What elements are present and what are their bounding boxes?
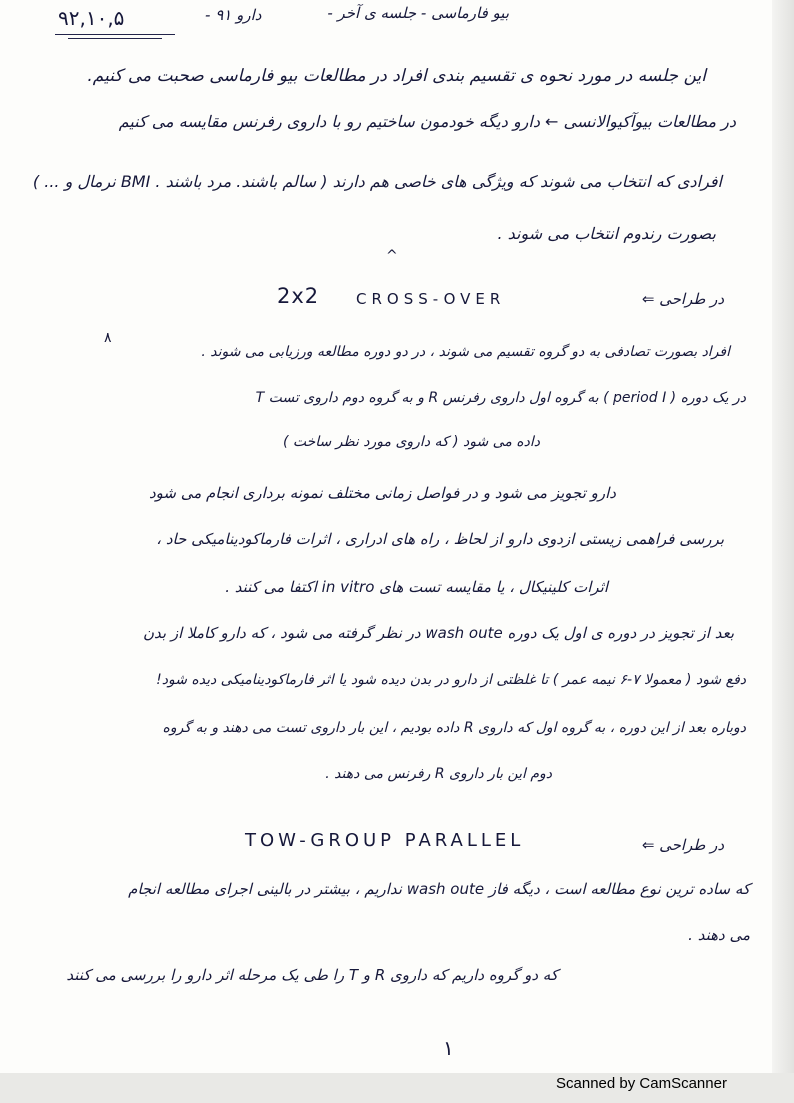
intro-line: این جلسه در مورد نحوه ی تقسیم بندی افراد در مطالعات بیو فارماسی صحبت می کنیم. <box>87 66 706 86</box>
parallel-line-3: که دو گروه داریم که داروی R و T را طی یک مرحله اثر دارو را بررسی می کنند <box>66 966 558 984</box>
design-2x2: 2x2 <box>277 284 320 308</box>
selection-line: افرادی که انتخاب می شوند که ویژگی های خاصی هم دارند ( سالم باشند. مرد باشند . BMI نرمال و ... ) <box>32 172 722 191</box>
header-title: بیو فارماسی - جلسه ی آخر - <box>327 4 509 22</box>
washout-line-4: دوم این بار داروی R رفرنس می دهند . <box>325 766 552 782</box>
crossover-line-2: در یک دوره ( period I ) به گروه اول داروی رفرنس R و به گروه دوم داروی تست T <box>255 390 746 406</box>
caret-mark: ^ <box>386 248 398 264</box>
header-date: ۹۲,۱۰,۵ <box>58 6 125 30</box>
crossover-line-3: داده می شود ( که داروی مورد نظر ساخت ) <box>282 434 540 450</box>
crossover-line-4: دارو تجویز می شود و در فواصل زمانی مختلف نمونه برداری انجام می شود <box>148 484 616 502</box>
bioequivalence-line: در مطالعات بیوآکیوالانسی ← دارو دیگه خودمون ساختیم رو با داروی رفرنس مقایسه می کنیم <box>118 112 736 131</box>
camscanner-footer: Scanned by CamScanner <box>556 1075 727 1092</box>
design-parallel-heading: TOW-GROUP PARALLEL <box>245 830 525 851</box>
washout-line-3: دوباره بعد از این دوره ، به گروه اول که داروی R داده بودیم ، این بار داروی تست می دهند و به گروه <box>162 720 746 736</box>
crossover-line-1: افراد بصورت تصادفی به دو گروه تقسیم می شوند ، در دو دوره مطالعه ورزیابی می شوند . <box>201 344 730 360</box>
washout-line-2: دفع شود ( معمولا ۷-۶ نیمه عمر ) تا غلظتی از دارو در بدن دیده شود یا اثر فارماکودینامیکی دیده شود! <box>156 672 746 688</box>
crossover-line-5: بررسی فراهمی زیستی ازدوی دارو از لحاظ ، راه های ادراری ، اثرات فارماکودینامیکی حاد ، <box>156 530 724 548</box>
date-underline <box>55 34 175 35</box>
crossover-line-6: اثرات کلینیکال ، یا مقایسه تست های in vitro اکتفا می کنند . <box>225 578 608 596</box>
crossover-label: در طراحی ⇐ <box>641 290 724 308</box>
margin-mark: ۸ <box>104 330 112 346</box>
parallel-line-1: که ساده ترین نوع مطالعه است ، دیگه فاز wash oute نداریم ، بیشتر در بالینی اجرای مطالعه انجام <box>128 880 750 898</box>
parallel-label: در طراحی ⇐ <box>641 836 724 854</box>
scan-edge-shadow <box>772 0 794 1075</box>
random-line: بصورت رندوم انتخاب می شوند . <box>497 224 716 243</box>
parallel-line-2: می دهند . <box>688 926 750 944</box>
date-underline-second <box>68 38 162 39</box>
header-course: دارو ۹۱ - <box>205 6 262 24</box>
washout-line-1: بعد از تجویز در دوره ی اول یک دوره wash oute در نظر گرفته می شود ، که دارو کاملا از بدن <box>143 624 734 642</box>
page-number: ۱ <box>443 1036 454 1060</box>
design-crossover-heading: CROSS-OVER <box>356 290 506 308</box>
